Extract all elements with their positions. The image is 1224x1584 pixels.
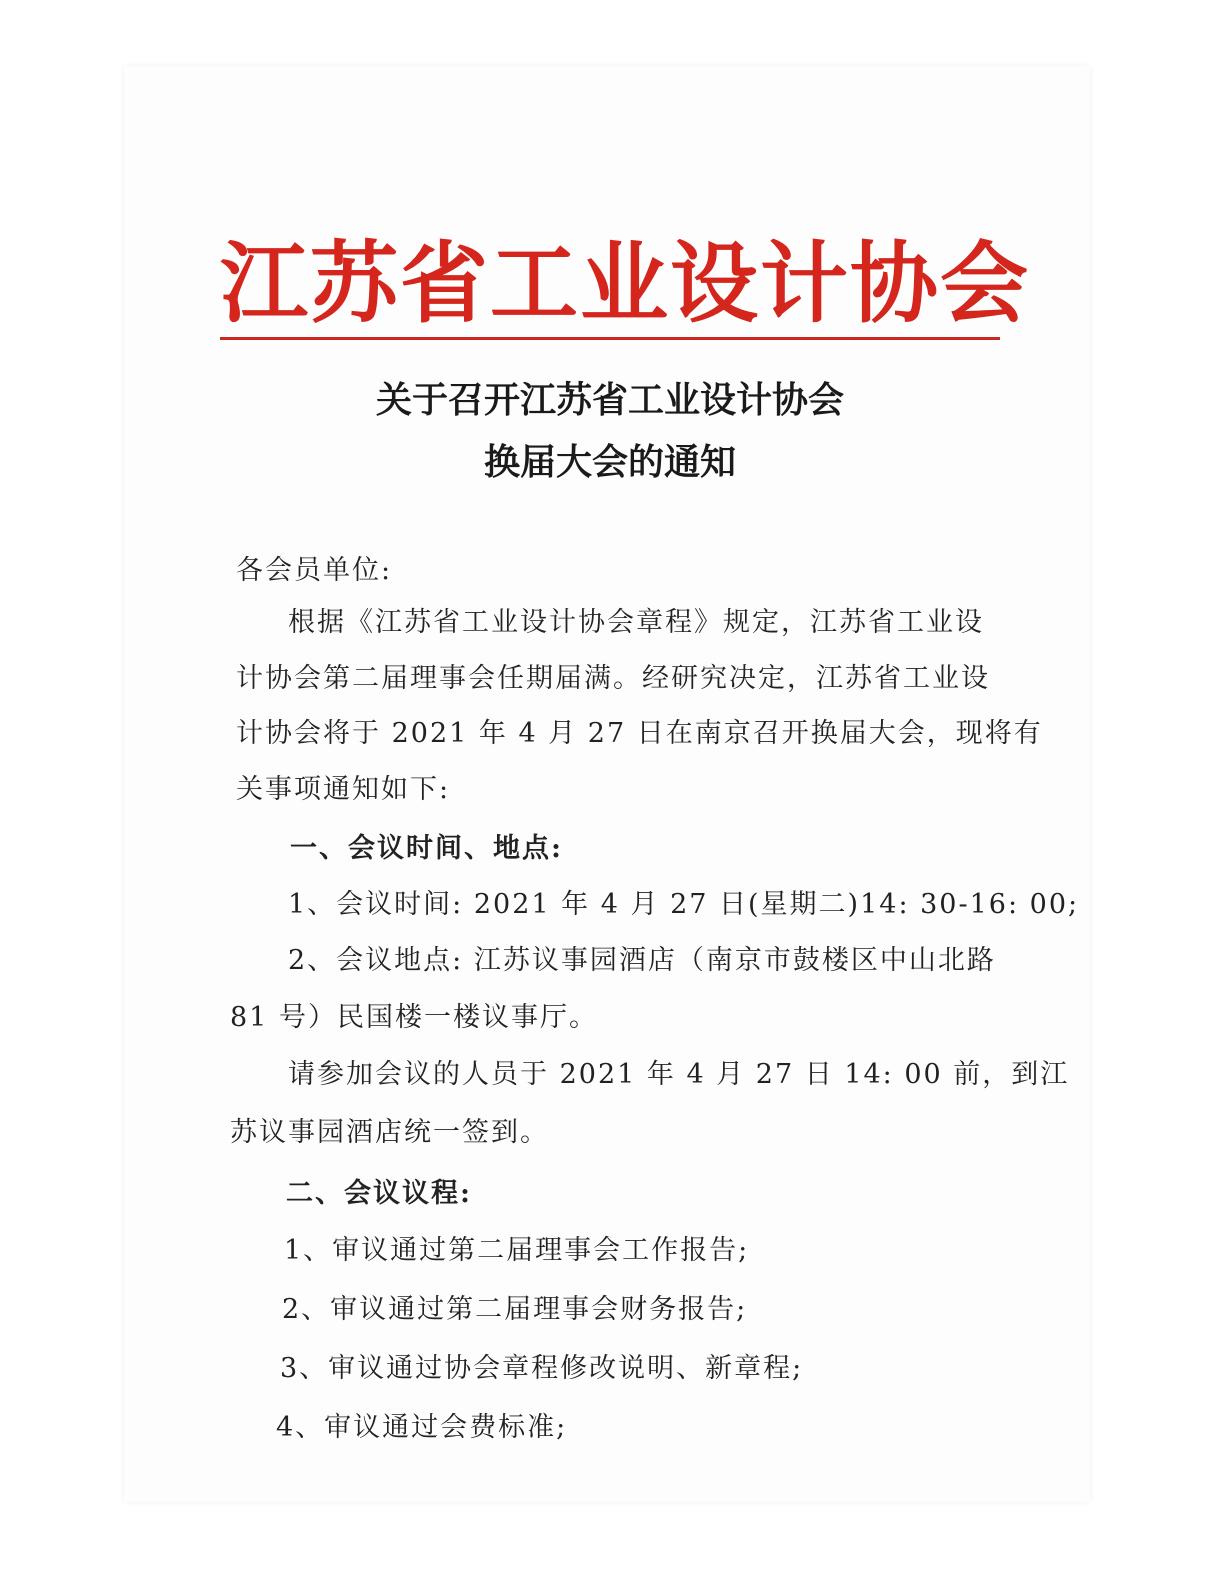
section-1-item-2-cont: 81 号）民国楼一楼议事厅。 — [230, 1002, 598, 1033]
section-2-item-4: 4、审议通过会费标准; — [276, 1412, 568, 1443]
masthead-red-rule — [220, 337, 1000, 340]
paragraph-1-line-1: 根据《江苏省工业设计协会章程》规定，江苏省工业设 — [288, 607, 984, 638]
section-2-item-2: 2、审议通过第二届理事会财务报告; — [282, 1294, 748, 1325]
salutation: 各会员单位: — [236, 555, 393, 586]
section-1-heading: 一、会议时间、地点: — [290, 833, 563, 864]
section-2-item-1: 1、审议通过第二届理事会工作报告; — [284, 1235, 750, 1266]
paragraph-1-line-2: 计协会第二届理事会任期届满。经研究决定，江苏省工业设 — [236, 663, 990, 694]
section-2-heading: 二、会议议程: — [286, 1178, 472, 1209]
section-1-item-2: 2、会议地点: 江苏议事园酒店（南京市鼓楼区中山北路 — [288, 945, 996, 976]
notice-title-line1: 关于召开江苏省工业设计协会 — [375, 379, 844, 421]
paragraph-2-line-1: 请参加会议的人员于 2021 年 4 月 27 日 14: 00 前，到江 — [288, 1059, 1070, 1090]
masthead-org-name: 江苏省工业设计协会 — [220, 231, 1031, 335]
paragraph-2-line-2: 苏议事园酒店统一签到。 — [230, 1117, 549, 1148]
paragraph-1-line-3: 计协会将于 2021 年 4 月 27 日在南京召开换届大会，现将有 — [236, 718, 1043, 749]
paragraph-1-line-4: 关事项通知如下: — [236, 774, 451, 805]
notice-title-line2: 换届大会的通知 — [483, 441, 736, 483]
section-1-item-1: 1、会议时间: 2021 年 4 月 27 日(星期二)14: 30-16: 00; — [288, 889, 1080, 920]
section-2-item-3: 3、审议通过协会章程修改说明、新章程; — [280, 1353, 804, 1384]
